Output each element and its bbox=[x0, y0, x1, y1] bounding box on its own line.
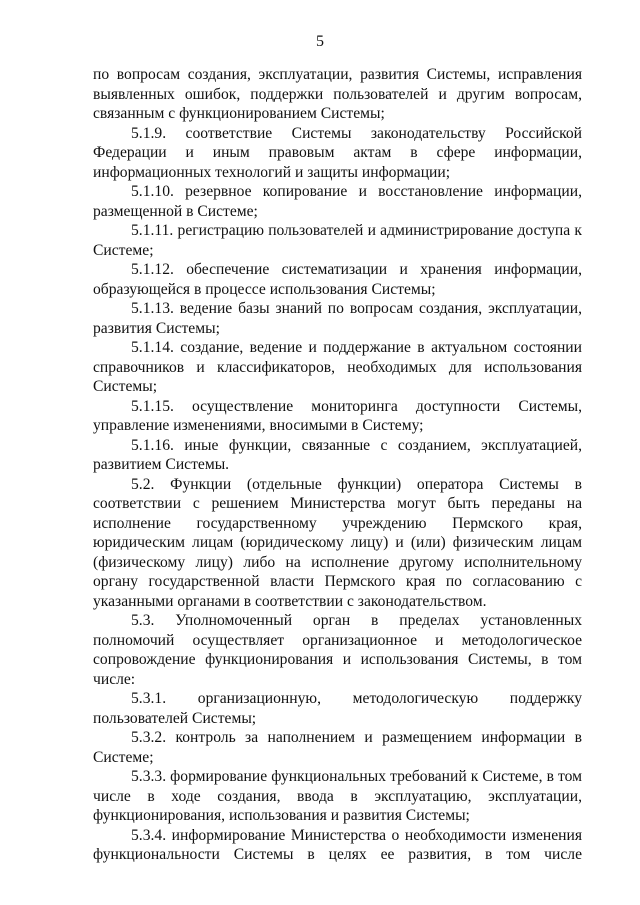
page-number: 5 bbox=[316, 33, 324, 50]
document-body bbox=[93, 65, 582, 865]
paragraph: 5.1.9. соответствие Системы законодательству Российской Федерации и иным правовым актам в сфере информации, информационных технологий и защиты информации; bbox=[93, 124, 582, 181]
paragraph: 5.3.1. организационную, методологическую поддержку пользователей Системы; bbox=[93, 690, 582, 727]
paragraph: 5.1.12. обеспечение систематизации и хранения информации, образующейся в процессе использования Системы; bbox=[93, 261, 582, 298]
paragraph: 5.1.14. создание, ведение и поддержание в актуальном состоянии справочников и классификаторов, необходимых для использования Системы; bbox=[93, 339, 582, 395]
paragraph: 5.3.3. формирование функциональных требований к Системе, в том числе в ходе создания, ввода в эксплуатацию, эксплуатации, функционирования, использования и развития Системы; bbox=[93, 768, 582, 824]
paragraph: по вопросам создания, эксплуатации, развития Системы, исправления выявленных ошибок, поддержки пользователей и другим вопросам, связанным с функционированием Системы; bbox=[93, 66, 582, 122]
paragraph: 5.3.2. контроль за наполнением и размещением информации в Системе; bbox=[93, 729, 582, 766]
paragraph: 5.1.16. иные функции, связанные с созданием, эксплуатацией, развитием Системы. bbox=[93, 436, 582, 473]
paragraph: 5.1.10. резервное копирование и восстановление информации, размещенной в Системе; bbox=[93, 183, 582, 220]
paragraph: 5.1.11. регистрацию пользователей и администрирование доступа к Системе; bbox=[93, 222, 582, 259]
paragraph: 5.1.13. ведение базы знаний по вопросам создания, эксплуатации, развития Системы; bbox=[93, 300, 582, 337]
paragraph: 5.1.15. осуществление мониторинга доступности Системы, управление изменениями, вносимыми в Систему; bbox=[93, 397, 582, 434]
paragraph: 5.3. Уполномоченный орган в пределах установленных полномочий осуществляет организационное и методологическое сопровождение функционирования и использования Системы, в том числе: bbox=[93, 612, 582, 688]
paragraph: 5.2. Функции (отдельные функции) оператора Системы в соответствии с решением Министерства могут быть переданы на исполнение государственному учреждению Пермского края, юридическим лицам (юридическому лицу) и (или) физическим лицам (физическому лицу) либо на исполнение другому исполнительному органу государственной власти Пермского края по согласованию с указанными органами в соответствии с законодательством. bbox=[93, 475, 582, 610]
paragraph: 5.3.4. информирование Министерства о необходимости изменения функциональности Системы в целях ее развития, в том числе bbox=[93, 826, 582, 863]
